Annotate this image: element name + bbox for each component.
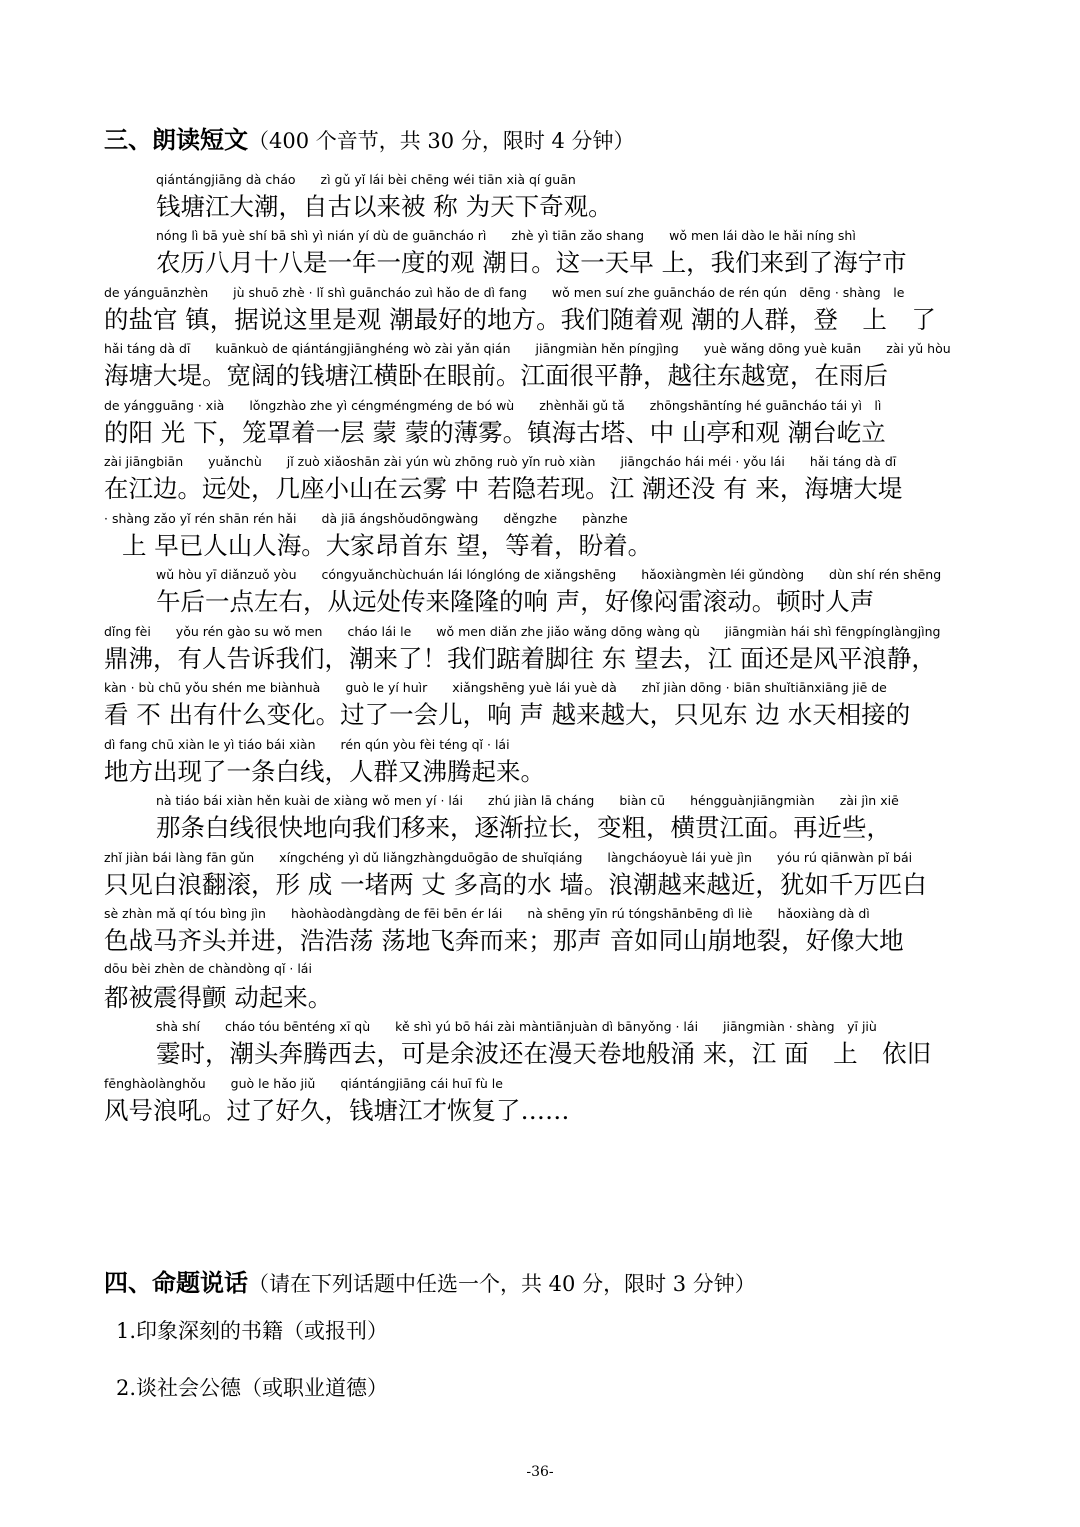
pinyin-line: de yángguāng · xià lǒngzhào zhe yì céngméngméng de bó wù zhènhǎi gǔ tǎ zhōngshāntíng hé guāncháo tái yì lì xyxy=(104,398,882,413)
pinyin-line: fēnghàolànghǒu guò le hǎo jiǔ qiántángjiāng cái huī fù le xyxy=(104,1076,503,1091)
passage-line xyxy=(104,509,980,561)
section-4-note: （请在下列话题中任选一个，共 40 分，限时 3 分钟） xyxy=(248,1272,756,1296)
section-3-heading xyxy=(104,120,635,155)
passage-line xyxy=(104,283,980,335)
passage-line xyxy=(104,735,980,787)
hanzi-line: 鼎沸，有人告诉我们，潮来了！我们踮着脚往 东 望去，江 面还是风平浪静， xyxy=(104,644,936,673)
hanzi-line: 的阳 光 下，笼罩着一层 蒙 蒙的薄雾。镇海古塔、中 山亭和观 潮台屹立 xyxy=(104,418,886,447)
pinyin-line: dì fang chū xiàn le yì tiáo bái xiàn rén qún yòu fèi téng qǐ · lái xyxy=(104,737,510,752)
pinyin-line: zài jiāngbiān yuǎnchù jǐ zuò xiǎoshān zài yún wù zhōng ruò yǐn ruò xiàn jiāngcháo hái méi · yǒu lái hǎi táng dà dī xyxy=(104,454,897,469)
passage-line xyxy=(104,961,980,1013)
pinyin-line: de yánguānzhèn jù shuō zhè · lǐ shì guāncháo zuì hǎo de dì fang wǒ men suí zhe guāncháo de rén qún dēng · shàng le xyxy=(104,285,905,300)
hanzi-line: 午后一点左右，从远处传来隆隆的响 声，好像闷雷滚动。顿时人声 xyxy=(156,587,875,616)
pinyin-line: · shàng zǎo yǐ rén shān rén hǎi dà jiā ángshǒudōngwàng děngzhe pànzhe xyxy=(104,511,628,526)
passage-line xyxy=(104,226,980,278)
hanzi-line: 海塘大堤。宽阔的钱塘江横卧在眼前。江面很平静，越往东越宽，在雨后 xyxy=(104,361,888,390)
hanzi-line: 色战马齐头并进，浩浩荡 荡地飞奔而来；那声 音如同山崩地裂，好像大地 xyxy=(104,926,904,955)
topic-item: 1.印象深刻的书籍（或报刊） xyxy=(116,1319,389,1343)
section-4-heading xyxy=(104,1263,756,1298)
hanzi-line: 上 早已人山人海。大家昂首东 望，等着，盼着。 xyxy=(122,531,653,560)
topic-item: 2.谈社会公德（或职业道德） xyxy=(116,1376,389,1400)
passage-line xyxy=(104,1074,980,1126)
hanzi-line: 看 不 出有什么变化。过了一会儿，响 声 越来越大，只见东 边 水天相接的 xyxy=(104,700,911,729)
hanzi-line: 都被震得颤 动起来。 xyxy=(104,983,333,1012)
section-3-title: 三、朗读短文 xyxy=(104,126,248,154)
pinyin-line: nóng lì bā yuè shí bā shì yì nián yí dù de guāncháo rì zhè yì tiān zǎo shang wǒ men lái dào le hǎi níng shì xyxy=(156,228,856,243)
section-4-title: 四、命题说话 xyxy=(104,1269,248,1297)
hanzi-line: 只见白浪翻滚，形 成 一堵两 丈 多高的水 墙。浪潮越来越近，犹如千万匹白 xyxy=(104,870,927,899)
section-3-note: （400 个音节，共 30 分，限时 4 分钟） xyxy=(248,129,635,153)
passage-line xyxy=(104,452,980,504)
pinyin-line: hǎi táng dà dī kuānkuò de qiántángjiānghéng wò zài yǎn qián jiāngmiàn hěn píngjìng yuè wǎng dōng yuè kuān zài yǔ hòu xyxy=(104,341,951,356)
passage-line xyxy=(104,848,980,900)
pinyin-line: nà tiáo bái xiàn hěn kuài de xiàng wǒ men yí · lái zhú jiàn lā cháng biàn cū héngguànjiāngmiàn zài jìn xiē xyxy=(156,793,899,808)
hanzi-line: 在江边。远处，几座小山在云雾 中 若隐若现。江 潮还没 有 来，海塘大堤 xyxy=(104,474,903,503)
pinyin-line: shà shí cháo tóu bēnténg xī qù kě shì yú bō hái zài màntiānjuàn dì bānyǒng · lái jiāngmiàn · shàng yī jiù xyxy=(156,1019,877,1034)
passage-title-line xyxy=(104,170,980,222)
passage-line xyxy=(104,791,980,843)
passage-line xyxy=(104,396,980,448)
hanzi-line: 风号浪吼。过了好久，钱塘江才恢复了…… xyxy=(104,1096,570,1125)
pinyin-line: dǐng fèi yǒu rén gào su wǒ men cháo lái le wǒ men diǎn zhe jiǎo wǎng dōng wàng qù jiāngmiàn hái shì fēngpínglàngjìng xyxy=(104,624,941,639)
hanzi-line: 农历八月十八是一年一度的观 潮日。这一天早 上，我们来到了海宁市 xyxy=(156,248,907,277)
passage-title: 钱塘江大潮，自古以来被 称 为天下奇观。 xyxy=(156,192,613,221)
hanzi-line: 霎时，潮头奔腾西去，可是余波还在漫天卷地般涌 来，江 面 上 依旧 xyxy=(156,1039,932,1068)
hanzi-line: 地方出现了一条白线，人群又沸腾起来。 xyxy=(104,757,545,786)
pinyin-line: dōu bèi zhèn de chàndòng qǐ · lái xyxy=(104,961,312,976)
pinyin-line: zhǐ jiàn bái làng fān gǔn xíngchéng yì dǔ liǎngzhàngduōgāo de shuǐqiáng làngcháoyuè lái yuè jìn yóu rú qiānwàn pǐ bái xyxy=(104,850,913,865)
passage-line xyxy=(104,622,980,674)
passage-line xyxy=(104,904,980,956)
pinyin-line: wǔ hòu yī diǎnzuǒ yòu cóngyuǎnchùchuán lái lónglóng de xiǎngshēng hǎoxiàngmèn léi gǔndòng dùn shí rén shēng xyxy=(156,567,942,582)
pinyin-line: kàn · bù chū yǒu shén me biànhuà guò le yí huìr xiǎngshēng yuè lái yuè dà zhǐ jiàn dōng · biān shuǐtiānxiāng jiē de xyxy=(104,680,887,695)
passage-line xyxy=(104,339,980,391)
pinyin-line: qiántángjiāng dà cháo zì gǔ yǐ lái bèi chēng wéi tiān xià qí guān xyxy=(156,172,576,187)
pinyin-line: sè zhàn mǎ qí tóu bìng jìn hàohàodàngdàng de fēi bēn ér lái nà shēng yīn rú tóngshānbēng dì liè hǎoxiàng dà dì xyxy=(104,906,870,921)
hanzi-line: 的盐官 镇，据说这里是观 潮最好的地方。我们随着观 潮的人群，登 上 了 xyxy=(104,305,936,334)
passage-line xyxy=(104,565,980,617)
page-number: -36- xyxy=(526,1464,554,1480)
hanzi-line: 那条白线很快地向我们移来，逐渐拉长，变粗，横贯江面。再近些， xyxy=(156,813,891,842)
passage-line xyxy=(104,678,980,730)
passage-line xyxy=(104,1017,980,1069)
